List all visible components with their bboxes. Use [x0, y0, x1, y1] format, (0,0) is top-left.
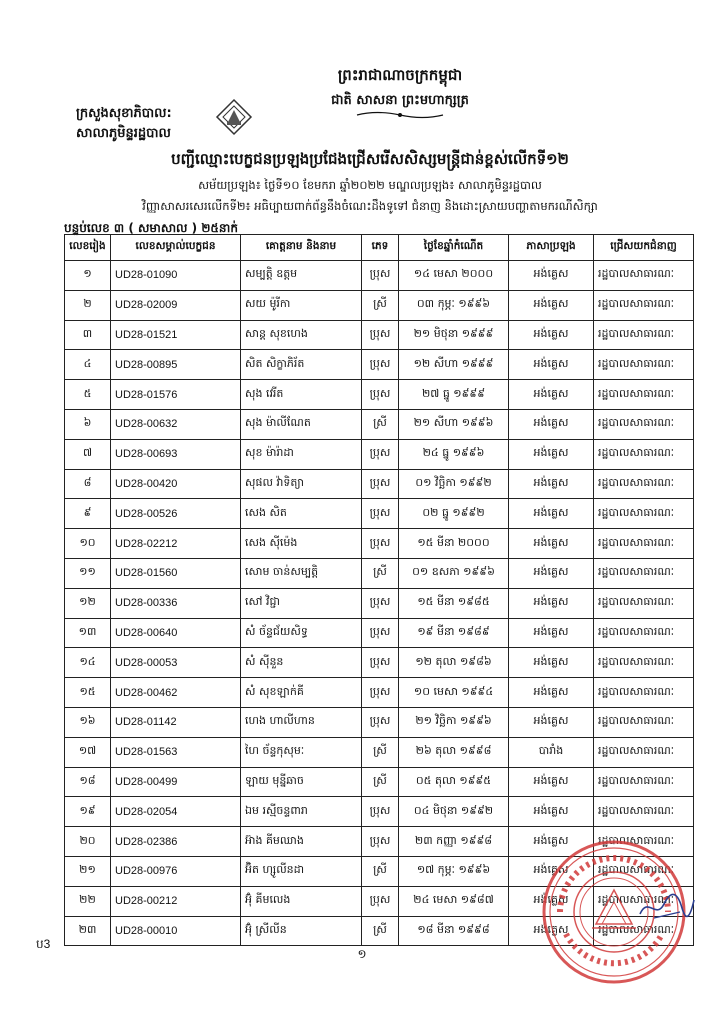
candidate-name: សាន្ត សុខហេង [241, 320, 362, 350]
chosen-skill: រដ្ឋបាលសាធារណៈ [594, 439, 694, 469]
exam-language: អង់គ្លេស [509, 558, 594, 588]
table-header-row [65, 235, 694, 261]
candidate-name: ហេង ហាលីហាន [241, 707, 362, 737]
candidate-dob: ០២ ធ្នូ ១៩៩២ [399, 499, 509, 529]
row-number: ១៣ [65, 618, 111, 648]
table-row [65, 261, 694, 291]
row-number: ៥ [65, 380, 111, 410]
candidate-sex: ប្រុស [362, 320, 399, 350]
candidate-id: UD28-00693 [111, 439, 241, 469]
candidate-dob: ១៩ មីនា ១៩៨៩ [399, 618, 509, 648]
candidate-sex: ស្រី [362, 409, 399, 439]
table-row [65, 588, 694, 618]
header-no: លេខរៀង [65, 235, 111, 261]
chosen-skill: រដ្ឋបាលសាធារណៈ [594, 499, 694, 529]
candidate-dob: ០៥ តុលា ១៩៩៥ [399, 767, 509, 797]
exam-subject-info: វិញ្ញាសាសរសេរលើកទី២៖ អធិប្បាយពាក់ព័ន្ធនឹងចំណេះដឹងទូទៅ ជំនាញ និងដោះស្រាយបញ្ហាតាមករណីសិក្សា [142, 199, 598, 213]
candidate-sex: ប្រុស [362, 588, 399, 618]
candidate-name: សយ ម៉ូរីកា [241, 290, 362, 320]
table-row [65, 558, 694, 588]
candidate-sex: ប្រុស [362, 261, 399, 291]
exam-language: អង់គ្លេស [509, 350, 594, 380]
row-number: ១១ [65, 558, 111, 588]
row-number: ១០ [65, 529, 111, 559]
page-number: ១ [357, 947, 367, 961]
row-number: ៦ [65, 409, 111, 439]
footer-code: ប3 [36, 937, 51, 951]
ministry-name: ក្រសួងសុខាភិបាល: [76, 106, 172, 121]
kingdom-title: ព្រះរាជាណាចក្រកម្ពុជា [337, 66, 463, 84]
candidate-dob: ០១ វិច្ឆិកា ១៩៩២ [399, 469, 509, 499]
header-full-name: គោត្តនាម និងនាម [241, 235, 362, 261]
candidate-sex: ប្រុស [362, 350, 399, 380]
candidate-id: UD28-02054 [111, 797, 241, 827]
candidate-name: អ៊ុំ ស្រីលីន [241, 916, 362, 946]
row-number: ៩ [65, 499, 111, 529]
row-number: ១៦ [65, 707, 111, 737]
candidate-sex: ប្រុស [362, 678, 399, 708]
candidate-sex: ប្រុស [362, 380, 399, 410]
header-chosen-skill: ជ្រើសយកជំនាញ [594, 235, 694, 261]
document-title: បញ្ជីឈ្មោះបេក្ខជនប្រឡងប្រជែងជ្រើសរើសសិស្សមន្ត្រីជាន់ខ្ពស់លើកទី១២ [171, 150, 569, 168]
exam-language: អង់គ្លេស [509, 797, 594, 827]
candidate-dob: ១៥ មីនា ២០០០ [399, 529, 509, 559]
exam-language: អង់គ្លេស [509, 707, 594, 737]
candidate-id: UD28-00976 [111, 856, 241, 886]
candidate-dob: ២៦ តុលា ១៩៩៨ [399, 737, 509, 767]
chosen-skill: រដ្ឋបាលសាធារណៈ [594, 648, 694, 678]
candidate-id: UD28-00053 [111, 648, 241, 678]
candidate-sex: ស្រី [362, 737, 399, 767]
candidate-id: UD28-00212 [111, 886, 241, 916]
exam-language: អង់គ្លេស [509, 588, 594, 618]
chosen-skill: រដ្ឋបាលសាធារណៈ [594, 261, 694, 291]
school-emblem-icon [215, 98, 253, 136]
candidate-id: UD28-01563 [111, 737, 241, 767]
candidate-id: UD28-00526 [111, 499, 241, 529]
row-number: ២០ [65, 827, 111, 857]
chosen-skill: រដ្ឋបាលសាធារណៈ [594, 380, 694, 410]
table-row [65, 350, 694, 380]
candidate-sex: ស្រី [362, 856, 399, 886]
table-row [65, 737, 694, 767]
candidate-dob: ២៤ មេសា ១៩៨៧ [399, 886, 509, 916]
candidate-sex: ប្រុស [362, 707, 399, 737]
candidate-dob: ២៣ កញ្ញា ១៩៩៨ [399, 827, 509, 857]
chosen-skill: រដ្ឋបាលសាធារណៈ [594, 678, 694, 708]
candidate-dob: ០៤ មិថុនា ១៩៩២ [399, 797, 509, 827]
candidate-dob: ២៤ ធ្នូ ១៩៩៦ [399, 439, 509, 469]
candidate-dob: ២១ សីហា ១៩៩៦ [399, 409, 509, 439]
exam-language: អង់គ្លេស [509, 409, 594, 439]
candidate-sex: ប្រុស [362, 529, 399, 559]
candidate-id: UD28-00640 [111, 618, 241, 648]
exam-language: អង់គ្លេស [509, 856, 594, 886]
chosen-skill: រដ្ឋបាលសាធារណៈ [594, 290, 694, 320]
chosen-skill: រដ្ឋបាលសាធារណៈ [594, 350, 694, 380]
row-number: ១៨ [65, 767, 111, 797]
exam-language: អង់គ្លេស [509, 916, 594, 946]
chosen-skill: រដ្ឋបាលសាធារណៈ [594, 916, 694, 946]
row-number: ២៣ [65, 916, 111, 946]
candidate-id: UD28-00895 [111, 350, 241, 380]
exam-language: អង់គ្លេស [509, 618, 594, 648]
candidate-id: UD28-00010 [111, 916, 241, 946]
candidate-dob: ២៧ ធ្នូ ១៩៩៩ [399, 380, 509, 410]
row-number: ១៧ [65, 737, 111, 767]
candidate-name: ហៃ ច័ន្ទកុសុមៈ [241, 737, 362, 767]
candidate-dob: ២១ មិថុនា ១៩៩៩ [399, 320, 509, 350]
table-row [65, 529, 694, 559]
candidate-name: សម្បត្តិ ឧត្តម [241, 261, 362, 291]
chosen-skill: រដ្ឋបាលសាធារណៈ [594, 618, 694, 648]
candidate-id: UD28-01521 [111, 320, 241, 350]
candidate-name: សោម ចាន់សម្បត្តិ [241, 558, 362, 588]
header-sex: ភេទ [362, 235, 399, 261]
candidate-name: អ៊ិត ហ្សូលីនដា [241, 856, 362, 886]
exam-language: អង់គ្លេស [509, 767, 594, 797]
chosen-skill: រដ្ឋបាលសាធារណៈ [594, 320, 694, 350]
candidate-id: UD28-02386 [111, 827, 241, 857]
school-name: សាលាភូមិន្ទរដ្ឋបាល [76, 126, 171, 141]
exam-language: អង់គ្លេស [509, 499, 594, 529]
candidate-id: UD28-00499 [111, 767, 241, 797]
candidate-name: អ៊ុំ គីមលេង [241, 886, 362, 916]
chosen-skill: រដ្ឋបាលសាធារណៈ [594, 588, 694, 618]
candidate-dob: ១២ សីហា ១៩៩៩ [399, 350, 509, 380]
row-number: ៤ [65, 350, 111, 380]
row-number: ១៤ [65, 648, 111, 678]
exam-language: អង់គ្លេស [509, 439, 594, 469]
candidate-dob: ០១ ឧសភា ១៩៩៦ [399, 558, 509, 588]
table-row [65, 618, 694, 648]
candidate-name: សុខ ម៉ារ៉ាដា [241, 439, 362, 469]
exam-language: អង់គ្លេស [509, 827, 594, 857]
exam-language: អង់គ្លេស [509, 529, 594, 559]
header-exam-language: ភាសាប្រឡង [509, 235, 594, 261]
candidate-name: សុង ម៉ាលីណែត [241, 409, 362, 439]
exam-language: អង់គ្លេស [509, 469, 594, 499]
exam-language: អង់គ្លេស [509, 648, 594, 678]
table-row [65, 290, 694, 320]
header-candidate-id: លេខសម្គាល់បេក្ខជន [111, 235, 241, 261]
room-info: បន្ទប់លេខ ៣ ( សមាសាល ) ២៥នាក់ [64, 221, 238, 235]
candidate-name: សុផល វ៉ាទិត្យា [241, 469, 362, 499]
row-number: ២ [65, 290, 111, 320]
candidate-dob: ១៤ មេសា ២០០០ [399, 261, 509, 291]
candidate-dob: ១៧ កុម្ភៈ ១៩៩៦ [399, 856, 509, 886]
chosen-skill: រដ្ឋបាលសាធារណៈ [594, 469, 694, 499]
candidate-sex: ប្រុស [362, 648, 399, 678]
header-date-of-birth: ថ្ងៃខែឆ្នាំកំណើត [399, 235, 509, 261]
ministry-block [76, 104, 172, 144]
candidate-name: សេង សិត [241, 499, 362, 529]
signature-icon [636, 890, 696, 924]
exam-language: អង់គ្លេស [509, 678, 594, 708]
candidate-sex: ស្រី [362, 916, 399, 946]
row-number: ២១ [65, 856, 111, 886]
candidate-dob: ១៨ មីនា ១៩៩៨ [399, 916, 509, 946]
candidate-sex: ប្រុស [362, 797, 399, 827]
candidate-id: UD28-00420 [111, 469, 241, 499]
exam-language: អង់គ្លេស [509, 380, 594, 410]
candidate-name: សេង ស៊ីម៉េង [241, 529, 362, 559]
row-number: ៨ [65, 469, 111, 499]
candidate-name: សំ ស៊ីនួន [241, 648, 362, 678]
candidate-dob: ២១ វិច្ឆិកា ១៩៩៦ [399, 707, 509, 737]
exam-language: អង់គ្លេស [509, 886, 594, 916]
row-number: ៧ [65, 439, 111, 469]
kingdom-motto: ជាតិ សាសនា ព្រះមហាក្សត្រ [331, 93, 469, 108]
exam-language: បារាំង [509, 737, 594, 767]
candidate-dob: ១២ តុលា ១៩៨៦ [399, 648, 509, 678]
candidate-name: អ៊ាង គីមឈាង [241, 827, 362, 857]
chosen-skill: រដ្ឋបាលសាធារណៈ [594, 737, 694, 767]
chosen-skill: រដ្ឋបាលសាធារណៈ [594, 767, 694, 797]
candidate-name: សុង វេរីត [241, 380, 362, 410]
table-row [65, 409, 694, 439]
row-number: ១ [65, 261, 111, 291]
row-number: ២២ [65, 886, 111, 916]
exam-language: អង់គ្លេស [509, 320, 594, 350]
candidate-id: UD28-00336 [111, 588, 241, 618]
table-row [65, 320, 694, 350]
ornament-divider-icon [355, 110, 445, 120]
candidate-id: UD28-01090 [111, 261, 241, 291]
table-row [65, 439, 694, 469]
candidate-dob: ១០ មេសា ១៩៩៤ [399, 678, 509, 708]
row-number: ១៩ [65, 797, 111, 827]
table-row [65, 678, 694, 708]
candidate-name: ឡាយ មុន្នីឆាច [241, 767, 362, 797]
candidate-sex: ប្រុស [362, 618, 399, 648]
chosen-skill: រដ្ឋបាលសាធារណៈ [594, 827, 694, 857]
chosen-skill: រដ្ឋបាលសាធារណៈ [594, 856, 694, 886]
chosen-skill: រដ្ឋបាលសាធារណៈ [594, 707, 694, 737]
row-number: ១២ [65, 588, 111, 618]
candidate-sex: ប្រុស [362, 886, 399, 916]
candidate-name: សៅ វិជ្ជា [241, 588, 362, 618]
candidate-id: UD28-01142 [111, 707, 241, 737]
candidate-id: UD28-02212 [111, 529, 241, 559]
candidate-name: ឯម រស្មីចន្ទពារា [241, 797, 362, 827]
candidate-dob: ០៣ កុម្ភៈ ១៩៩៦ [399, 290, 509, 320]
table-row [65, 797, 694, 827]
exam-language: អង់គ្លេស [509, 290, 594, 320]
table-row [65, 707, 694, 737]
table-row [65, 648, 694, 678]
candidate-id: UD28-02009 [111, 290, 241, 320]
chosen-skill: រដ្ឋបាលសាធារណៈ [594, 886, 694, 916]
candidate-sex: ប្រុស [362, 439, 399, 469]
row-number: ៣ [65, 320, 111, 350]
table-row [65, 767, 694, 797]
candidate-id: UD28-01560 [111, 558, 241, 588]
candidate-name: សំ សុខឡាក់គី [241, 678, 362, 708]
chosen-skill: រដ្ឋបាលសាធារណៈ [594, 529, 694, 559]
table-row [65, 499, 694, 529]
candidate-dob: ១៥ មីនា ១៩៨៥ [399, 588, 509, 618]
candidate-sex: ស្រី [362, 290, 399, 320]
candidate-sex: ប្រុស [362, 469, 399, 499]
table-row [65, 380, 694, 410]
candidate-sex: ស្រី [362, 767, 399, 797]
candidate-id: UD28-00462 [111, 678, 241, 708]
exam-session-info: សម័យប្រឡង៖ ថ្ងៃទី១០ ខែមករា ឆ្នាំ២០២២ មណ្ឌលប្រឡង៖ សាលាភូមិន្ទរដ្ឋបាល [198, 178, 542, 192]
candidate-sex: ប្រុស [362, 499, 399, 529]
candidate-id: UD28-00632 [111, 409, 241, 439]
candidate-name: សិត សិក្ខាភិរ័ត [241, 350, 362, 380]
candidate-sex: ស្រី [362, 558, 399, 588]
chosen-skill: រដ្ឋបាលសាធារណៈ [594, 797, 694, 827]
chosen-skill: រដ្ឋបាលសាធារណៈ [594, 558, 694, 588]
table-row [65, 469, 694, 499]
candidate-name: សំ ច័ន្ទជ័យសិទ្ធ [241, 618, 362, 648]
chosen-skill: រដ្ឋបាលសាធារណៈ [594, 409, 694, 439]
row-number: ១៥ [65, 678, 111, 708]
candidate-id: UD28-01576 [111, 380, 241, 410]
exam-language: អង់គ្លេស [509, 261, 594, 291]
candidate-sex: ប្រុស [362, 827, 399, 857]
